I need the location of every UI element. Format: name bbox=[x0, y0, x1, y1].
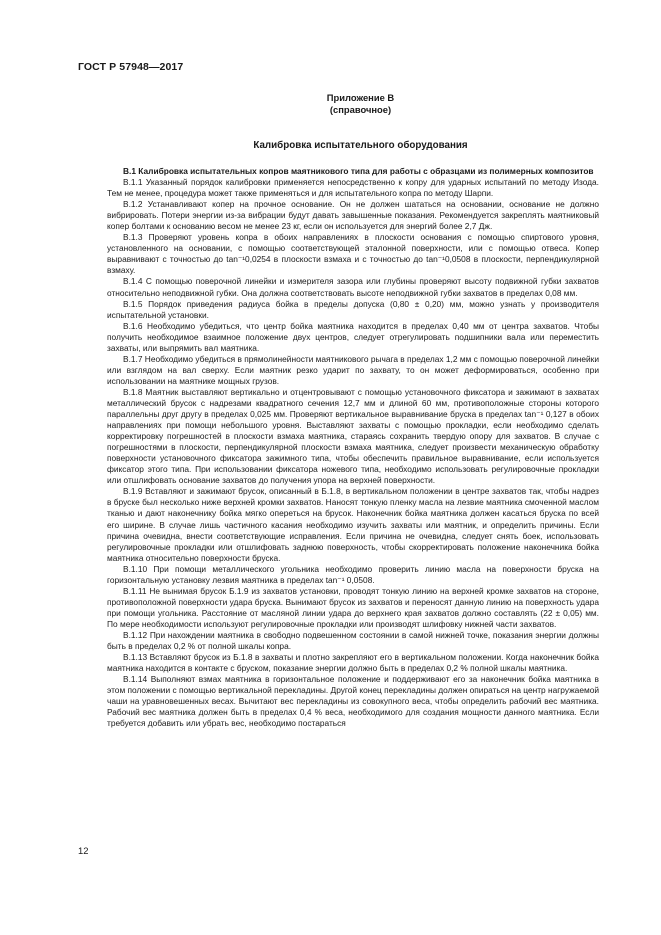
paragraph-b-1-6: В.1.6 Необходимо убедиться, что центр бойка маятника находится в пределах 0,40 мм от центра захватов. Чтобы получить необходимое взаимное положение двух центров, следует отрегулировать подшипники вала или переместить захваты, или выпрямить вал маятника. bbox=[107, 320, 599, 353]
paragraph-b-1-2: В.1.2 Устанавливают копер на прочное основание. Он не должен шататься на основании, основание не должно вибрировать. Потери энергии из-за вибрации будут давать завышенные показания. Рекомендуется закреплять маятниковый копер болтами к основанию весом не менее 23 кг, если он используется для энергий более 2,7 Дж. bbox=[107, 199, 599, 232]
appendix-title: Приложение В bbox=[326, 92, 395, 103]
paragraph-b-1-3: В.1.3 Проверяют уровень копра в обоих направлениях в плоскости основания с помощью спиртового уровня, установленного на основании, с помощью соответствующей эталонной поверхности, или с помощью отвеса. Копер выравнивают с точностью до tan⁻¹0,0254 в плоскости взмаха и с точностью до tan⁻¹0,0508 в плоскости, перпендикулярной взмаху. bbox=[107, 232, 599, 276]
paragraph-b-1-9: В.1.9 Вставляют и зажимают брусок, описанный в Б.1.8, в вертикальном положении в центре захватов так, чтобы надрез в бруске был несколько ниже верхней кромки захватов. Наносят тонкую пленку масла на лезвие маятника смоченной маслом тканью и дают наконечнику бойка мягко опереться на брусок. Наконечник бойка маятника должен касаться бруска по всей его ширине. В случае лишь частичного касания необходимо изучить захваты или маятник, и определить причины. Если причина очевидна, внести соответствующие исправления. Если причина не очевидна, следует снять боек, использовать регулировочные прокладки или отшлифовать заднюю поверхность, чтобы скорректировать положение наконечника бойка маятника относительно поверхности бруска. bbox=[107, 486, 599, 563]
paragraph-b-1-10: В.1.10 При помощи металлического угольника необходимо проверить линию масла на поверхности бруска на горизонтальную установку лезвия маятника в пределах tan⁻¹ 0,0508. bbox=[107, 563, 599, 585]
page-number: 12 bbox=[78, 845, 89, 856]
appendix-subtitle: (справочное) bbox=[329, 104, 392, 115]
paragraph-b-1-12: В.1.12 При нахождении маятника в свободно подвешенном состоянии в самой нижней точке, показания энергии должны быть в пределах 0,2 % от полной шкалы копра. bbox=[107, 629, 599, 652]
paragraph-b-1-13: В.1.13 Вставляют брусок из Б.1.8 в захваты и плотно закрепляют его в вертикальном положении. Когда наконечник бойка маятника находится в контакте с бруском, показание энергии должно быть в пределах 0,2 % полной шкалы маятника. bbox=[107, 652, 599, 674]
paragraph-b-1-5: В.1.5 Порядок приведения радиуса бойка в пределы допуска (0,80 ± 0,20) мм, можно узнать у производителя испытательной установки. bbox=[107, 298, 599, 320]
paragraph-b-1-14: В.1.14 Выполняют взмах маятника в горизонтальное положение и поддерживают его за наконечник бойка маятника в этом положении с помощью вертикальной перекладины. Другой конец перекладины должен опираться на центр нагружаемой чаши на уравновешенных весах. Вычитают вес перекладины из совокупного веса, чтобы определить рабочий вес маятника. Рабочий вес маятника должен быть в пределах 0,4 % веса, необходимого для создания мощности данного маятника. Если требуется добавить или убрать вес, необходимо постараться bbox=[107, 674, 600, 729]
document-body bbox=[107, 166, 599, 729]
main-title: Калибровка испытательного оборудования bbox=[253, 140, 468, 151]
paragraph-b-1-7: В.1.7 Необходимо убедиться в прямолинейности маятникового рычага в пределах 1,2 мм с помощью поверочной линейки или взглядом на вал сверху. Если маятник резко ударит по захвату, то он может деформироваться, особенно при использовании на маятнике мощных грузов. bbox=[107, 353, 599, 386]
paragraph-b-1-4: В.1.4 С помощью поверочной линейки и измерителя зазора или глубины проверяют высоту подвижной губки захватов относительно неподвижной губки. Она должна соответствовать высоте неподвижной губки захватов в пределах 0,08 мм. bbox=[107, 276, 599, 298]
paragraph-b-1-11: В.1.11 Не вынимая брусок Б.1.9 из захватов установки, проводят тонкую линию на верхней кромке захватов на стороне, противоположной поверхности удара бруска. Вынимают брусок из захватов и переносят данную линию на поверхность удара при помощи угольника. Расстояние от масляной линии удара до верхнего края захватов должно составлять (22 ± 0,05) мм. По мере необходимости используют регулировочные прокладки или производят шлифовку нижней части захватов. bbox=[107, 585, 599, 629]
section-title: В.1 Калибровка испытательных копров маятникового типа для работы с образцами из полимерных композитов bbox=[123, 166, 594, 176]
paragraph-b-1-8: В.1.8 Маятник выставляют вертикально и отцентровывают с помощью установочного фиксатора и зажимают в захватах металлический брусок с надрезами квадратного сечения 12,7 мм и длиной 60 мм, противоположные стороны которого параллельны друг другу в пределах 0,025 мм. Проверяют вертикальное выравнивание бруска в пределах tan⁻¹ 0,127 в обоих направлениях при помощи небольшого уровня. Выставляют захваты с помощью прокладки, если необходимо сделать корректировку погрешностей в плоскости взмаха маятника, стараясь сохранить твердую опору для захватов. В случае с погрешностями в плоскости, перпендикулярной плоскости взмаха маятника, следует произвести механическую обработку поверхности установочного фиксатора зажимного типа, чтобы обеспечить правильное выравнивание, если используется фиксатор этого типа. При использовании фиксатора ножевого типа, необходимо использовать регулировочные прокладки или отшлифовать основание захватов до получения упора на верхней поверхности. bbox=[107, 386, 599, 486]
paragraph-b-1-1: В.1.1 Указанный порядок калибровки применяется непосредственно к копру для ударных испытаний по методу Изода. Тем не менее, процедура может также применяться и для испытательного копра по методу Шарпи. bbox=[107, 177, 599, 199]
standard-code: ГОСТ Р 57948—2017 bbox=[78, 61, 184, 73]
